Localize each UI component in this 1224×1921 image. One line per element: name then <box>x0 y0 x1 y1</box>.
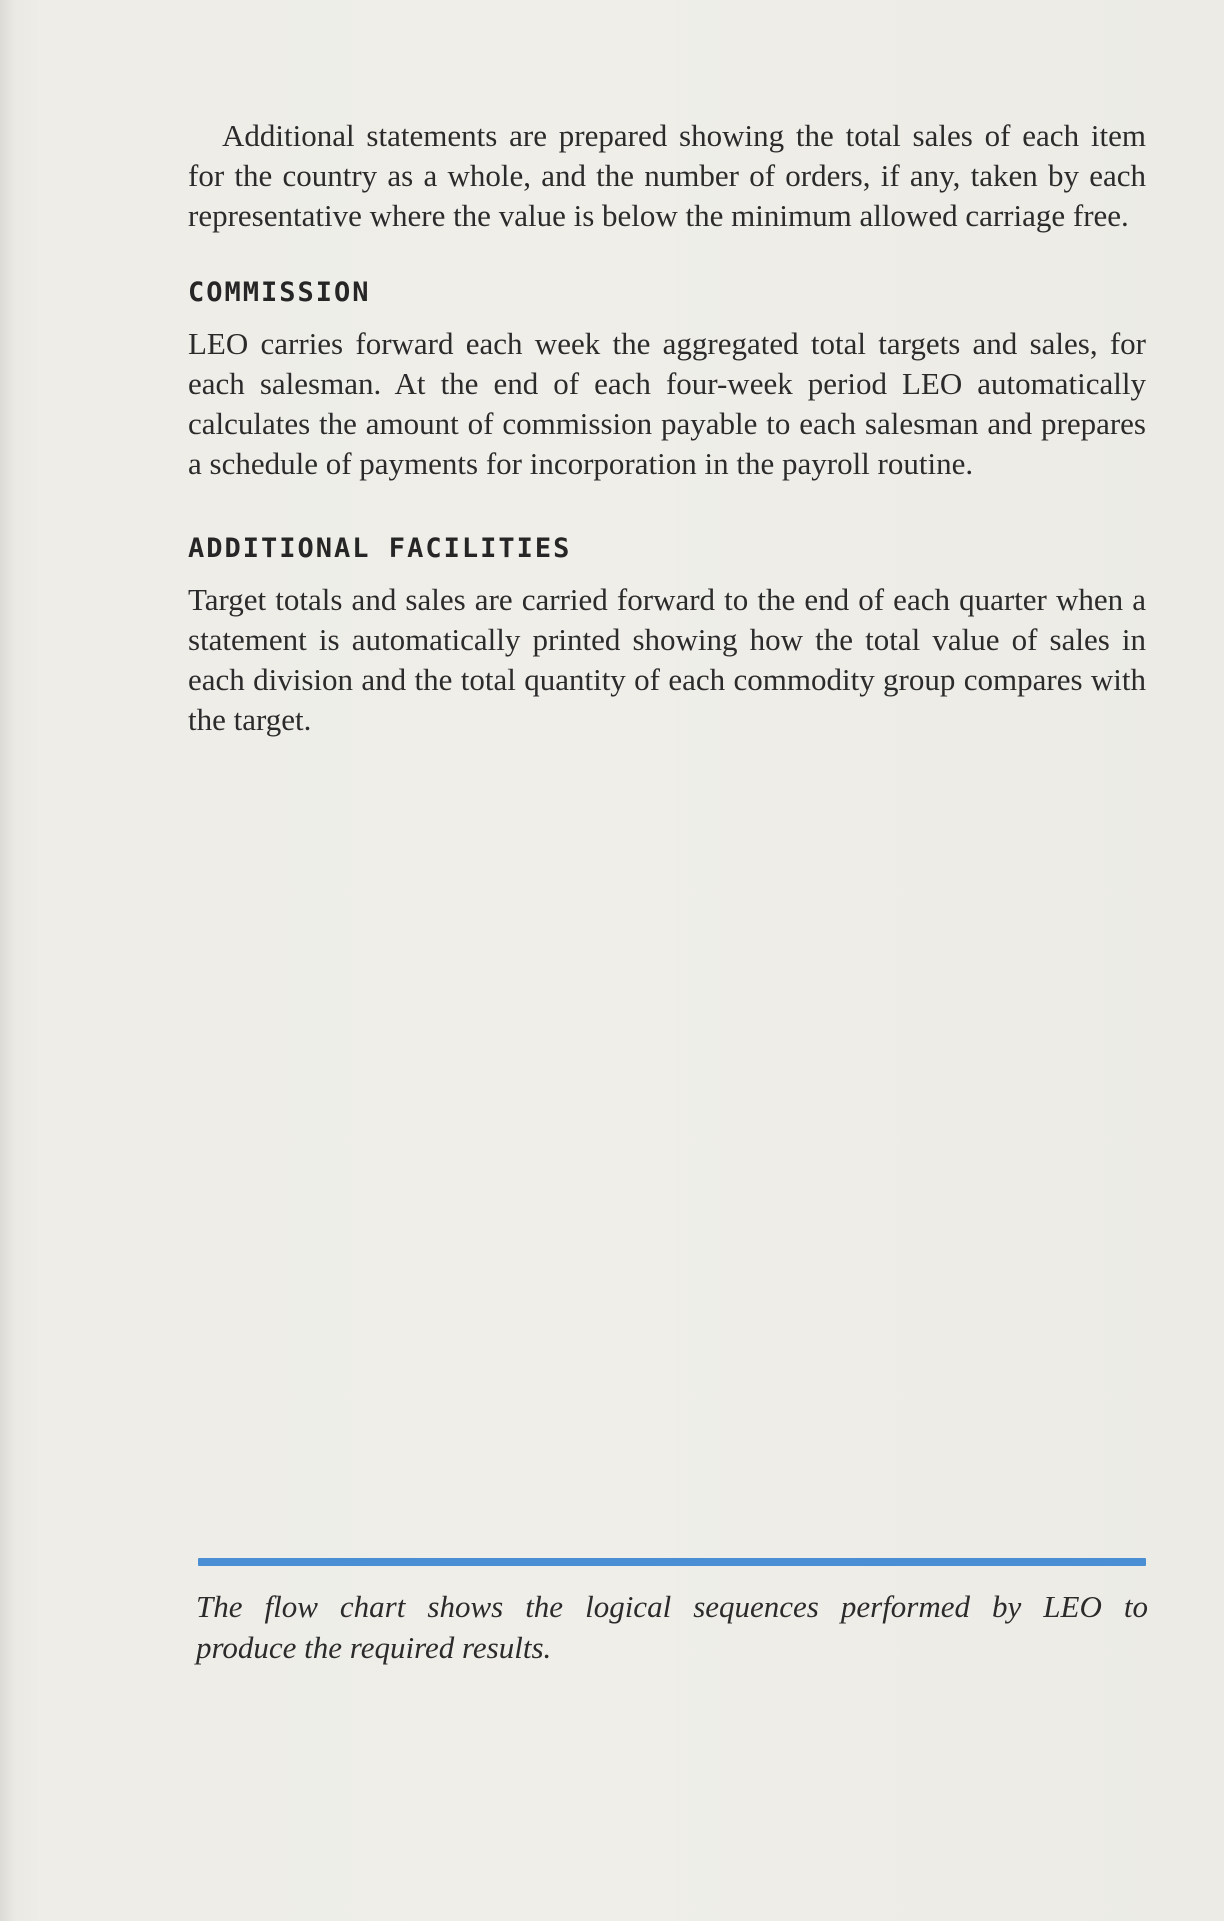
additional-facilities-heading: ADDITIONAL FACILITIES <box>188 533 572 564</box>
flow-chart-caption <box>196 1586 1148 1668</box>
page-edge <box>0 0 14 1921</box>
additional-facilities-paragraph: Target totals and sales are carried forward to the end of each quarter when a statement is automatically printed showing how the total value of sales in each division and the total quantity of each commodity group compares with the target. <box>188 582 1146 737</box>
commission-paragraph: LEO carries forward each week the aggregated total targets and sales, for each salesman. At the end of each four-week period LEO automatically calculates the amount of commission payable to each salesman and prepares a schedule of payments for incorporation in the payroll routine. <box>188 326 1146 481</box>
commission-heading: COMMISSION <box>188 277 371 308</box>
intro-paragraph: Additional statements are prepared showing the total sales of each item for the country as a whole, and the number of orders, if any, taken by each representative where the value is below the minimum allowed carriage free. <box>188 118 1146 233</box>
caption-line-1: The flow chart shows the logical sequences performed by LEO to <box>196 1589 1148 1624</box>
document-body <box>188 116 1146 740</box>
blue-divider-rule <box>198 1558 1146 1566</box>
caption-line-2: produce the required results. <box>196 1630 552 1665</box>
